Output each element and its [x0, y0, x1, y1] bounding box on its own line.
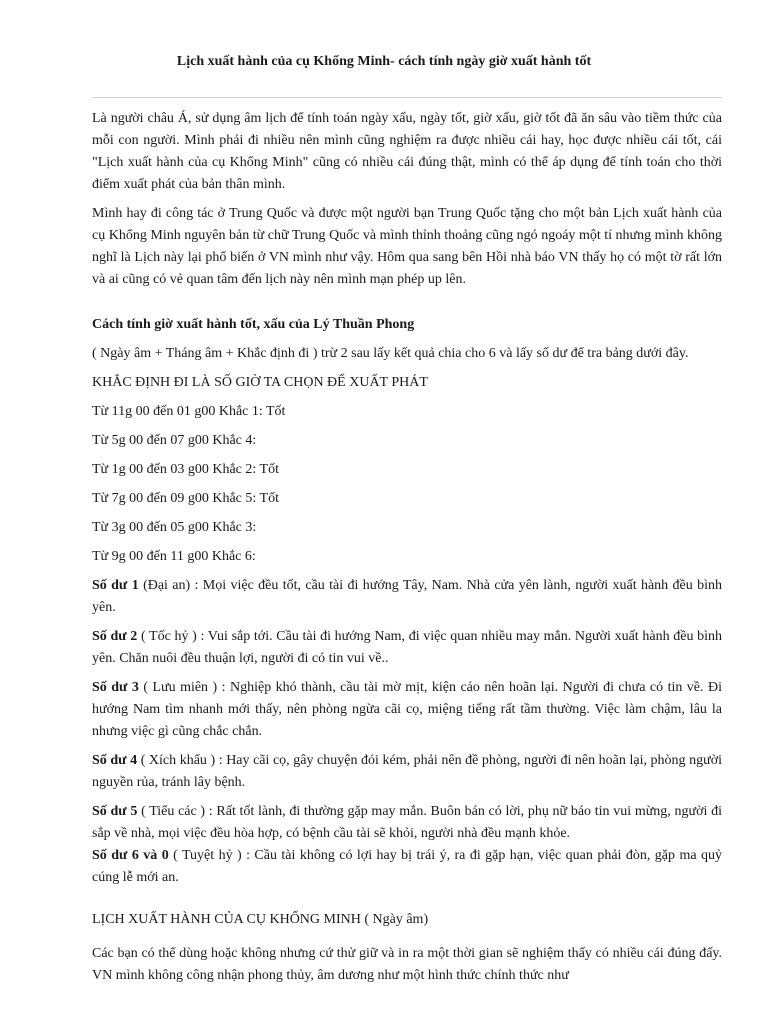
title-divider — [92, 97, 722, 98]
calendar-heading: LỊCH XUẤT HÀNH CỦA CỤ KHỔNG MINH ( Ngày âm) — [92, 912, 429, 927]
hour-row: Từ 7g 00 đến 09 g00 Khắc 5: Tốt — [92, 491, 279, 506]
remainder-2-paragraph: Số dư 2 ( Tốc hỷ ) : Vui sắp tới. Cầu tài đi hướng Nam, đi việc quan nhiều may mắn. Người xuất hành đều bình yên. Chăn nuôi đều thuận lợi, người đi có tin vui về.. — [92, 629, 722, 666]
document-title: Lịch xuất hành của cụ Khổng Minh- cách tính ngày giờ xuất hành tốt — [176, 54, 592, 69]
remainder-5-paragraph: Số dư 5 ( Tiểu các ) : Rất tốt lành, đi thường gặp may mắn. Buôn bán có lời, phụ nữ báo tin vui mừng, người đi sắp về nhà, mọi việc đều hòa hợp, có bệnh cầu tài sẽ khỏi, người nhà đều mạnh khỏe. — [92, 804, 722, 841]
intro-paragraph-2: Mình hay đi công tác ở Trung Quốc và được một người bạn Trung Quốc tặng cho một bản Lịch xuất hành của cụ Khổng Minh nguyên bản từ chữ Trung Quốc và mình thỉnh thoảng cũng ngó ngoáy một tí nhưng mình không nghĩ là Lịch này lại phổ biến ở VN mình như vậy. Hôm qua sang bên Hồi nhà báo VN thấy họ có một tờ rất lớn và ai cũng có vẻ quan tâm đến lịch này nên mình mạn phép up lên. — [92, 206, 722, 287]
remainder-label: Số dư 4 — [92, 753, 138, 768]
remainder-label: Số dư 3 — [92, 680, 139, 695]
remainder-3-paragraph: Số dư 3 ( Lưu miên ) : Nghiệp khó thành, cầu tài mờ mịt, kiện cáo nên hoãn lại. Người đi chưa có tin về. Đi hướng Nam tìm nhanh mới thấy, nên phòng ngừa cãi cọ, miệng tiếng rất tầm thường. Việc làm chậm, lâu la nhưng việc gì cũng chắc chắn. — [92, 680, 722, 739]
remainder-label: Số dư 2 — [92, 629, 138, 644]
closing-paragraph: Các bạn có thể dùng hoặc không nhưng cứ thử giữ và in ra một thời gian sẽ nghiệm thấy có nhiều cái đúng đấy. VN mình không công nhận phong thủy, âm dương như một hình thức chính thức như — [92, 946, 722, 983]
khac-heading: KHẮC ĐỊNH ĐI LÀ SỐ GIỜ TA CHỌN ĐỂ XUẤT PHÁT — [92, 375, 428, 390]
remainder-4-paragraph: Số dư 4 ( Xích khẩu ) : Hay cãi cọ, gây chuyện đói kém, phải nên đề phòng, người đi nên hoãn lại, phòng người nguyền rủa, tránh lây bệnh. — [92, 753, 722, 790]
remainder-label: Số dư 6 và 0 — [92, 848, 169, 863]
hour-row: Từ 3g 00 đến 05 g00 Khắc 3: — [92, 520, 257, 535]
formula-paragraph: ( Ngày âm + Tháng âm + Khắc định đi ) trừ 2 sau lấy kết quả chia cho 6 và lấy số dư để tra bảng dưới đây. — [92, 346, 689, 361]
hour-row: Từ 1g 00 đến 03 g00 Khắc 2: Tốt — [92, 462, 279, 477]
intro-paragraph-1: Là người châu Á, sử dụng âm lịch để tính toán ngày xấu, ngày tốt, giờ xấu, giờ tốt đã ăn sâu vào tiềm thức của mỗi con người. Mình phải đi nhiều nên mình cũng nghiệm ra được nhiều cái hay, học được nhiều cái tốt, cái "Lịch xuất hành của cụ Khổng Minh" cũng có nhiều cái đúng thật, mình có thể áp dụng để tính toán cho thời điểm xuất phát của bản thân mình. — [92, 111, 722, 192]
document-body — [92, 108, 722, 987]
hour-row: Từ 9g 00 đến 11 g00 Khắc 6: — [92, 549, 256, 564]
hour-row: Từ 11g 00 đến 01 g00 Khắc 1: Tốt — [92, 404, 286, 419]
section-heading: Cách tính giờ xuất hành tốt, xấu của Lý Thuần Phong — [92, 317, 415, 332]
remainder-6-paragraph: Số dư 6 và 0 ( Tuyệt hỷ ) : Cầu tài không có lợi hay bị trái ý, ra đi gặp hạn, việc quan phải đòn, gặp ma quỷ cúng lễ mới an. — [92, 848, 722, 885]
remainder-label: Số dư 5 — [92, 804, 138, 819]
remainder-1-paragraph: Số dư 1 (Đại an) : Mọi việc đều tốt, cầu tài đi hướng Tây, Nam. Nhà cửa yên lành, người xuất hành đều bình yên. — [92, 578, 722, 615]
hour-row: Từ 5g 00 đến 07 g00 Khắc 4: — [92, 433, 257, 448]
remainder-label: Số dư 1 — [92, 578, 139, 593]
